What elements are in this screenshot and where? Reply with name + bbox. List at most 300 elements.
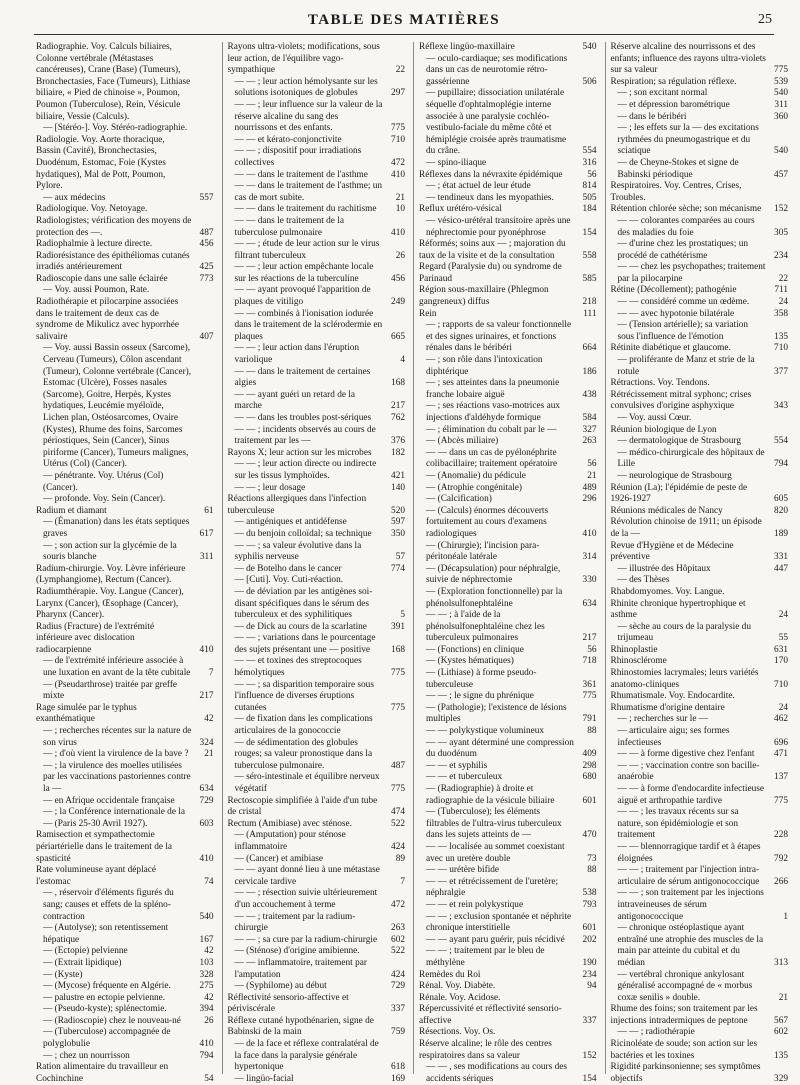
index-entry-page: 298 — [582, 760, 597, 771]
index-entry-text: Reflux urétéro-vésical — [419, 204, 502, 215]
index-entry-page: 152 — [582, 1050, 597, 1061]
index-entry-page: 540 — [582, 42, 597, 52]
index-entry-text: Radiographie. Voy. Calculs biliaires, Colonne vertébrale (Métastases cancéreuses), Crane (Base) (Tumeurs), Bronchectasies, Face (Tumeurs), Lithiase biliaire, « Pied de chinoise », Poumon, Poumon (Tuberculose), Rein, Vésicule biliaire, Vessie (Calculs). — [36, 42, 191, 122]
index-entry — [36, 517, 214, 540]
index-entry — [36, 216, 214, 239]
index-entry-text: Rhumatismale. Voy. Endocardite. — [610, 691, 735, 702]
index-entry — [611, 123, 789, 158]
index-entry-page: 54 — [204, 1073, 214, 1084]
index-entry — [36, 888, 214, 923]
index-entry-text: — — ; les travaux récents sur sa nature, son épidémiologie et son traitement — [617, 807, 739, 841]
index-entry-text: — — ; traitement par la radium-chirurgie — [234, 911, 356, 934]
index-entry-text: — (Cancer) et amibiase — [234, 853, 324, 864]
index-entry-text: — — et tuberculeux — [426, 772, 503, 783]
index-entry-text: — et dépression barométrique — [617, 99, 730, 110]
index-entry-text: — (Calcification) — [426, 494, 492, 505]
index-entry-page: 718 — [582, 656, 597, 667]
index-entry — [611, 645, 789, 657]
index-entry — [611, 587, 789, 599]
index-entry — [611, 923, 789, 969]
index-entry-page: 567 — [774, 1015, 788, 1026]
index-entry-text: — de l'extrémité inférieure associée à une luxation en avant de la tête cubitale — [43, 656, 191, 679]
index-entry-text: — articulaire aigu; ses formes infectieuses — [617, 726, 730, 748]
index-entry-text: — — et rein polykystique — [426, 899, 524, 910]
index-entry-text: — ; la Conférence internationale de la — (Paris 25-30 Avril 1927). — [43, 807, 185, 829]
index-entry — [228, 459, 406, 482]
index-entry — [228, 958, 406, 981]
index-entry — [36, 923, 214, 946]
index-entry-text: — antigéniques et antidéfense — [234, 517, 347, 528]
index-entry-page: 21 — [778, 992, 788, 1003]
index-entry — [611, 100, 789, 112]
index-entry-page: 361 — [582, 679, 597, 690]
index-entry-page: 474 — [391, 807, 405, 818]
index-entry-text: Radioscopie dans une salle éclairée — [36, 273, 168, 284]
index-entry-page: 111 — [583, 308, 597, 319]
index-entry — [36, 1051, 214, 1063]
index-entry — [611, 181, 789, 204]
index-entry-text: — ; d'où vient la virulence de la bave ? — [43, 749, 189, 760]
index-entry — [419, 239, 597, 262]
index-entry-text: — (Sténose) d'origine amibienne. — [234, 946, 360, 957]
index-entry — [36, 123, 214, 135]
index-entry — [228, 854, 406, 866]
index-entry-page: 217 — [391, 401, 405, 412]
index-entry — [228, 993, 406, 1016]
index-entry-page: 10 — [395, 204, 405, 215]
index-entry-page: 410 — [199, 853, 214, 864]
index-entry-page: 710 — [774, 343, 788, 354]
index-entry-page: 21 — [395, 192, 405, 203]
index-entry-text: — (Amputation) pour sténose inflammatoire — [234, 830, 346, 852]
index-entry-page: 360 — [774, 111, 788, 122]
index-entry-text: — — , ses modifications au cours des accidents sériques — [426, 1062, 567, 1084]
index-entry-page: 601 — [582, 923, 597, 934]
index-entry — [419, 610, 597, 645]
index-entry-page: 154 — [582, 1073, 597, 1084]
index-entry-page: 297 — [391, 88, 405, 99]
index-entry-page: 775 — [391, 784, 405, 794]
index-entry-text: — — ; leur action empêchante locale sur les réactions de la tuberculine — [234, 262, 374, 284]
index-entry-text: Remèdes du Roi — [419, 969, 481, 980]
index-entry — [36, 761, 214, 796]
index-entry-page: 584 — [582, 413, 597, 423]
index-entry-text: — — dans les troubles post-sériques — [234, 413, 372, 423]
index-entry-text: — ; chez un nourrisson — [43, 1050, 130, 1061]
index-entry-text: — pupillaire; dissociation unilatérale séquelle d'ophtalmoplégie interne associée à une paralysie cochléo-vestibulo-faciale du même côté et hémiplégie croisée après traumatisme du crâne. — [426, 88, 567, 157]
index-entry-page: 358 — [774, 308, 788, 319]
index-entry-text: — — ; leur dosage — [234, 482, 306, 493]
index-entry-text: — ; son excitant normal — [617, 88, 708, 99]
index-entry-text: Rectum (Amibiase) avec sténose. — [227, 818, 352, 829]
index-entry-page: 711 — [774, 285, 788, 296]
index-entry — [228, 146, 406, 169]
index-entry — [419, 355, 597, 378]
index-entry-page: 1 — [783, 911, 788, 922]
index-entry-text: — , réservoir d'éléments figurés du sang; causes et effets de la spléno-contraction — [43, 888, 174, 922]
index-entry — [36, 564, 214, 587]
index-entry-text: — de Cheyne-Stokes et signe de Babinski périodique — [617, 157, 739, 180]
index-entry-page: 170 — [774, 656, 788, 667]
index-column-2 — [222, 42, 406, 1084]
index-entry — [228, 100, 406, 135]
index-entry-text: Rétine (Décollement); pathogénie — [610, 285, 737, 296]
index-entry-page: 5 — [400, 610, 405, 621]
index-entry — [419, 1062, 597, 1085]
index-entry-text: Regard (Paralysie du) ou syndrome de Parinaud — [419, 262, 562, 284]
index-entry — [419, 494, 597, 506]
index-entry — [36, 42, 214, 123]
index-entry-text: — — ; exclusion spontanée et néphrite chronique interstitielle — [426, 911, 572, 934]
index-entry-page: 540 — [774, 88, 788, 99]
index-entry-page: 234 — [774, 250, 788, 261]
index-entry — [228, 390, 406, 413]
index-entry-page: 305 — [774, 227, 788, 238]
index-entry-page: 331 — [774, 552, 788, 563]
index-entry-page: 775 — [391, 668, 405, 679]
index-entry — [611, 1039, 789, 1062]
index-entry-page: 61 — [204, 505, 214, 516]
index-entry — [611, 726, 789, 749]
index-entry — [611, 425, 789, 437]
index-entry-page: 775 — [391, 123, 405, 134]
index-entry-text: — — localisée au sommet coexistant avec un uretère double — [426, 841, 565, 864]
index-entry — [611, 239, 789, 262]
index-entry-text: — ; état actuel de leur étude — [426, 181, 531, 192]
index-entry-text: — ; élimination du cobalt par le — — [426, 424, 557, 435]
index-entry — [611, 575, 789, 587]
index-column-4 — [605, 42, 789, 1084]
index-entry — [611, 483, 789, 506]
index-entry-page: 42 — [204, 992, 214, 1003]
index-entry — [36, 993, 214, 1005]
index-entry-text: Rhinite chronique hypertrophique et asthme — [610, 598, 746, 621]
index-entry-page: 377 — [774, 366, 788, 377]
index-entry — [228, 981, 406, 993]
index-entry-page: 328 — [199, 969, 214, 980]
index-entry-page: 275 — [199, 981, 214, 992]
index-entry — [36, 471, 214, 494]
index-entry — [611, 599, 789, 622]
index-entry — [419, 448, 597, 471]
index-entry — [611, 285, 789, 297]
index-entry-text: Radiologie. Voy. Aorte thoracique, Bassin (Cavité), Bronchectasies, Duodénum, Estomac, Foie (Kystes hydatiques), Mal de Pott, Poumon, Pylore. — [36, 134, 166, 192]
index-entry-text: Réformés; soins aux — ; majoration du taux de la visite et de la consultation — [419, 239, 566, 261]
index-entry — [228, 1016, 406, 1039]
index-entry-page: 472 — [391, 899, 405, 910]
index-entry — [611, 703, 789, 715]
index-entry-page: 539 — [774, 76, 788, 87]
index-entry-page: 634 — [582, 598, 597, 609]
index-entry — [36, 1062, 214, 1085]
index-entry-page: 263 — [582, 436, 597, 447]
index-entry-text: — (Pseudo-kyste); splénectomie. — [43, 1004, 167, 1015]
index-entry-page: 820 — [774, 505, 788, 516]
index-entry-text: — — dans le traitement de la tuberculose pulmonaire — [234, 215, 344, 238]
index-entry-page: 792 — [774, 853, 788, 864]
index-column-3 — [413, 42, 597, 1084]
index-entry — [36, 981, 214, 993]
index-entry-text: — (Radiographie) à droite et radiographie de la vésicule biliaire — [426, 784, 555, 806]
index-entry-text: — de déviation par les antigènes soi-disant spécifiques dans le sérum des tuberculeux et des syphilitiques — [234, 586, 373, 621]
index-entry-text: — (Pathologie); l'existence de lésions multiples — [426, 702, 567, 725]
index-entry — [611, 413, 789, 425]
index-entry-page: 759 — [391, 1027, 405, 1038]
index-entry-page: 409 — [582, 749, 597, 760]
index-entry-text: — (Chirurgie); l'incision para-péritonéale latérale — [426, 540, 540, 563]
index-entry-page: 729 — [391, 981, 405, 992]
index-entry — [419, 193, 597, 205]
index-entry-text: Radiologistes; vérification des moyens de protection des —. — [36, 215, 192, 238]
index-entry-text: Radiologique. Voy. Netoyage. — [36, 204, 148, 215]
index-entry-text: — profonde. Voy. Sein (Cancer). — [43, 494, 166, 505]
index-entry-text: Rétrécissement mitral syphonc; crises convulsives d'origine asphyxique — [610, 389, 752, 412]
index-entry-page: 135 — [774, 1050, 788, 1061]
index-entry — [36, 274, 214, 286]
index-entry-text: — (Atrophie congénitale) — [426, 482, 523, 493]
index-entry-page: 337 — [391, 1004, 405, 1015]
index-entry — [611, 1027, 789, 1039]
index-entry-text: — — ayant paru guérir, puis récidivé — [426, 934, 565, 945]
index-entry-page: 791 — [582, 714, 597, 725]
index-entry — [611, 448, 789, 471]
index-entry-text: Réunions médicales de Nancy — [610, 505, 723, 516]
index-entry-text: Radius (Fracture) de l'extrémité inférieure avec dislocation radiocarpienne — [36, 621, 155, 655]
index-entry-text: — — ; leur action dans l'éruption variolique — [234, 343, 360, 366]
index-entry — [419, 285, 597, 308]
index-entry-page: 94 — [587, 981, 597, 992]
index-entry-page: 137 — [774, 772, 788, 783]
index-entry-text: Ration alimentaire du travailleur en Cochinchine — [36, 1062, 169, 1084]
index-entry-page: 350 — [391, 528, 405, 539]
index-entry — [228, 1074, 406, 1085]
index-entry-text: — — ; sa disparition temporaire sous l'influence de diverses éruptions cutanées — [234, 679, 374, 713]
index-entry-page: 456 — [199, 239, 214, 250]
index-entry — [36, 865, 214, 888]
index-entry — [419, 772, 597, 784]
index-entry-page: 634 — [199, 784, 214, 794]
index-entry — [36, 796, 214, 808]
index-entry-page: 168 — [391, 378, 405, 389]
index-entry-text: — — dans le traitement de l'asthme — [234, 169, 368, 180]
index-entry — [419, 204, 597, 216]
index-entry — [228, 309, 406, 344]
index-entry-page: 794 — [774, 459, 788, 470]
index-entry-text: — (Extrait lipidique) — [43, 957, 122, 968]
index-entry — [611, 691, 789, 703]
index-entry — [228, 738, 406, 773]
index-entry-text: Rectoscopie simplifiée à l'aide d'un tube de cristal — [227, 795, 378, 818]
index-entry — [36, 807, 214, 830]
index-entry — [228, 541, 406, 564]
index-entry-text: Radium et diamant — [36, 505, 107, 516]
index-entry-text: — — à forme d'endocardite infectieuse aiguë et arthropathie tardive — [617, 784, 764, 806]
index-entry-text: Réflexe lingüo-maxillaire — [419, 42, 515, 52]
index-entry-page: 618 — [391, 1062, 405, 1073]
index-entry-page: 7 — [400, 876, 405, 887]
index-entry-text: — sèche au cours de la paralysie du trijumeau — [617, 621, 751, 644]
index-entry — [611, 656, 789, 668]
index-entry-page: 605 — [774, 494, 788, 505]
index-entry — [36, 494, 214, 506]
index-entry — [611, 1004, 789, 1027]
index-entry-page: 472 — [391, 157, 405, 168]
index-entry-text: Rétinite diabétique et glaucome. — [610, 343, 731, 354]
index-entry-text: — pénétrante. Voy. Utérus (Col) (Cancer). — [43, 470, 164, 493]
index-entry-page: 22 — [395, 65, 405, 76]
index-entry-page: 329 — [774, 1073, 788, 1084]
index-entry — [611, 262, 789, 285]
index-entry — [36, 1004, 214, 1016]
index-entry — [228, 517, 406, 529]
index-entry-page: 585 — [582, 273, 597, 284]
index-entry-page: 710 — [391, 134, 405, 145]
index-entry-page: 631 — [774, 644, 788, 655]
index-entry-text: — séro-intestinale et équilibre nerveux végétatif — [234, 772, 380, 794]
index-entry-page: 424 — [391, 969, 405, 980]
index-entry-text: — — dans un cas de pyélonéphrite colibacillaire; traitement opératoire — [426, 447, 558, 470]
index-entry-text: — (Autolyse); son retentissement hépatique — [43, 923, 169, 945]
index-entry — [228, 367, 406, 390]
index-entry — [228, 343, 406, 366]
index-entry-text: — en Afrique occidentale française — [43, 795, 175, 806]
index-entry-text: Respiratoires. Voy. Centres, Crises, Troubles. — [610, 181, 742, 203]
index-entry — [419, 483, 597, 495]
index-entry — [36, 587, 214, 622]
index-entry-text: — — inflammatoire, traitement par l'amputation — [234, 957, 367, 980]
index-entry-text: — palustre en ectopie pelvienne. — [43, 992, 166, 1003]
index-entry-text: — — ; incidents observés au cours de traitement par les — — [234, 424, 376, 447]
index-entry-text: Radiothérapie et pilocarpine associées dans le traitement de deux cas de syndrome de Mikulicz avec hyporrhée salivaire — [36, 297, 180, 342]
index-entry-text: Réflexes dans la névraxite épidémique — [419, 169, 563, 180]
index-entry — [419, 436, 597, 448]
index-entry — [228, 413, 406, 425]
index-columns — [36, 42, 788, 1084]
index-entry — [611, 784, 789, 807]
index-entry-text: — Voy. aussi Poumon, Rate. — [43, 285, 150, 296]
index-entry-text: — — à forme digestive chez l'enfant — [617, 749, 755, 760]
index-entry-page: 167 — [199, 934, 214, 945]
index-entry-page: 421 — [391, 470, 405, 481]
index-entry-text: — — polykystique volumineux — [426, 726, 545, 737]
index-entry-page: 602 — [774, 1027, 788, 1038]
index-entry-page: 186 — [582, 366, 597, 377]
index-entry-text: Répercussivité et réflectivité sensorio-affective — [419, 1004, 562, 1026]
index-entry — [228, 587, 406, 622]
index-entry — [419, 842, 597, 865]
index-entry-text: Réserve alcaline; le rôle des centres respiratoires dans sa valeur — [419, 1039, 552, 1061]
index-entry-page: 410 — [391, 169, 405, 180]
index-entry-text: Rhumatisme d'origine dentaire — [610, 702, 725, 713]
index-entry-page: 184 — [582, 204, 597, 215]
index-entry-page: 88 — [587, 726, 597, 737]
index-entry-text: — — colorantes comparées au cours des maladies du foie — [617, 215, 755, 238]
index-entry — [419, 784, 597, 807]
index-entry — [36, 1016, 214, 1028]
index-entry-text: — — avec hypotonie bilatérale — [617, 308, 735, 319]
index-entry-text: — — ; traitement par le bleu de méthylène — [426, 946, 545, 968]
index-entry-page: 327 — [582, 424, 597, 435]
index-entry — [36, 297, 214, 343]
index-entry-page: 263 — [391, 923, 405, 934]
index-entry-page: 775 — [774, 795, 788, 806]
index-entry-text: — Voy. aussi Cœur. — [617, 413, 692, 423]
index-entry — [419, 668, 597, 691]
index-column-1 — [36, 42, 214, 1084]
index-entry-page: 140 — [391, 482, 405, 493]
index-entry — [419, 506, 597, 541]
index-entry — [419, 378, 597, 401]
index-entry — [419, 1027, 597, 1039]
index-entry — [611, 842, 789, 865]
index-entry-page: 410 — [199, 1039, 214, 1050]
index-entry-text: — (Décapsulation) pour néphralgie, suivie de néphrectomie — [426, 563, 561, 586]
index-entry-page: 55 — [778, 633, 788, 644]
index-entry-page: 169 — [391, 1073, 405, 1084]
index-entry — [611, 471, 789, 483]
index-entry — [419, 587, 597, 610]
index-entry — [228, 772, 406, 795]
index-entry-page: 603 — [199, 818, 214, 829]
index-entry-page: 26 — [395, 250, 405, 261]
index-entry-page: 522 — [391, 818, 405, 829]
index-entry — [611, 749, 789, 761]
index-entry-page: 89 — [395, 853, 405, 864]
index-entry-text: Réactions allergiques dans l'infection tuberculeuse — [227, 494, 367, 516]
index-entry-page: 447 — [774, 563, 788, 574]
index-entry-text: — dermatologique de Strasbourg — [617, 436, 742, 447]
index-entry-text: — ; la virulence des moelles utilisées par les vaccinations pastoriennes contre la — — [43, 760, 191, 794]
index-entry-text: — lingüo-facial — [234, 1073, 294, 1084]
index-entry — [228, 483, 406, 495]
index-entry-text: — (Tension artérielle); sa variation sous l'influence de l'émotion — [617, 320, 748, 342]
index-entry-text: Révolution chinoise de 1911; un épisode de la — — [610, 517, 762, 539]
index-entry-page: 471 — [774, 749, 788, 760]
index-entry — [228, 216, 406, 239]
index-entry — [36, 726, 214, 749]
index-entry-text: — — ; radiothérapie — [617, 1027, 695, 1038]
index-entry-page: 470 — [582, 830, 597, 841]
index-entry-page: 487 — [391, 760, 405, 771]
index-entry-page: 73 — [587, 853, 597, 864]
index-entry — [228, 181, 406, 204]
index-entry — [228, 135, 406, 147]
index-entry — [611, 622, 789, 645]
index-entry-text: — aux médecins — [43, 192, 106, 203]
index-entry — [228, 425, 406, 448]
index-entry — [228, 622, 406, 634]
index-entry-page: 56 — [587, 169, 597, 180]
index-entry-page: 343 — [774, 401, 788, 412]
index-entry — [611, 1062, 789, 1085]
index-entry-text: — — urétère bifide — [426, 865, 500, 876]
index-entry-text: Rhinostomies lacrymales; leurs variétés anatomo-cliniques — [610, 668, 759, 690]
index-entry-text: — ; recherches sur le — — [617, 714, 709, 725]
index-entry-text: — de sédimentation des globules rouges; sa valeur pronostique dans la tuberculose pulmonaire. — [234, 737, 373, 771]
index-entry-text: Région sous-maxillaire (Phlegmon gangreneux) diffus — [419, 285, 549, 308]
index-entry-text: — (Lithiase) à forme pseudo-tuberculeuse — [426, 668, 537, 690]
index-entry — [419, 970, 597, 982]
index-entry-page: 407 — [199, 331, 214, 342]
index-entry-text: Rhabdomyomes. Voy. Langue. — [610, 586, 725, 597]
index-entry-text: — — ; variations dans le pourcentage des sujets présentant une — positive — [234, 633, 376, 655]
index-entry — [611, 320, 789, 343]
index-entry-page: 217 — [582, 633, 597, 644]
index-entry — [419, 309, 597, 321]
index-entry-text: Rétention chlorée sèche; son mécanisme — [610, 204, 762, 215]
index-entry — [419, 425, 597, 437]
index-entry-page: 57 — [395, 552, 405, 563]
